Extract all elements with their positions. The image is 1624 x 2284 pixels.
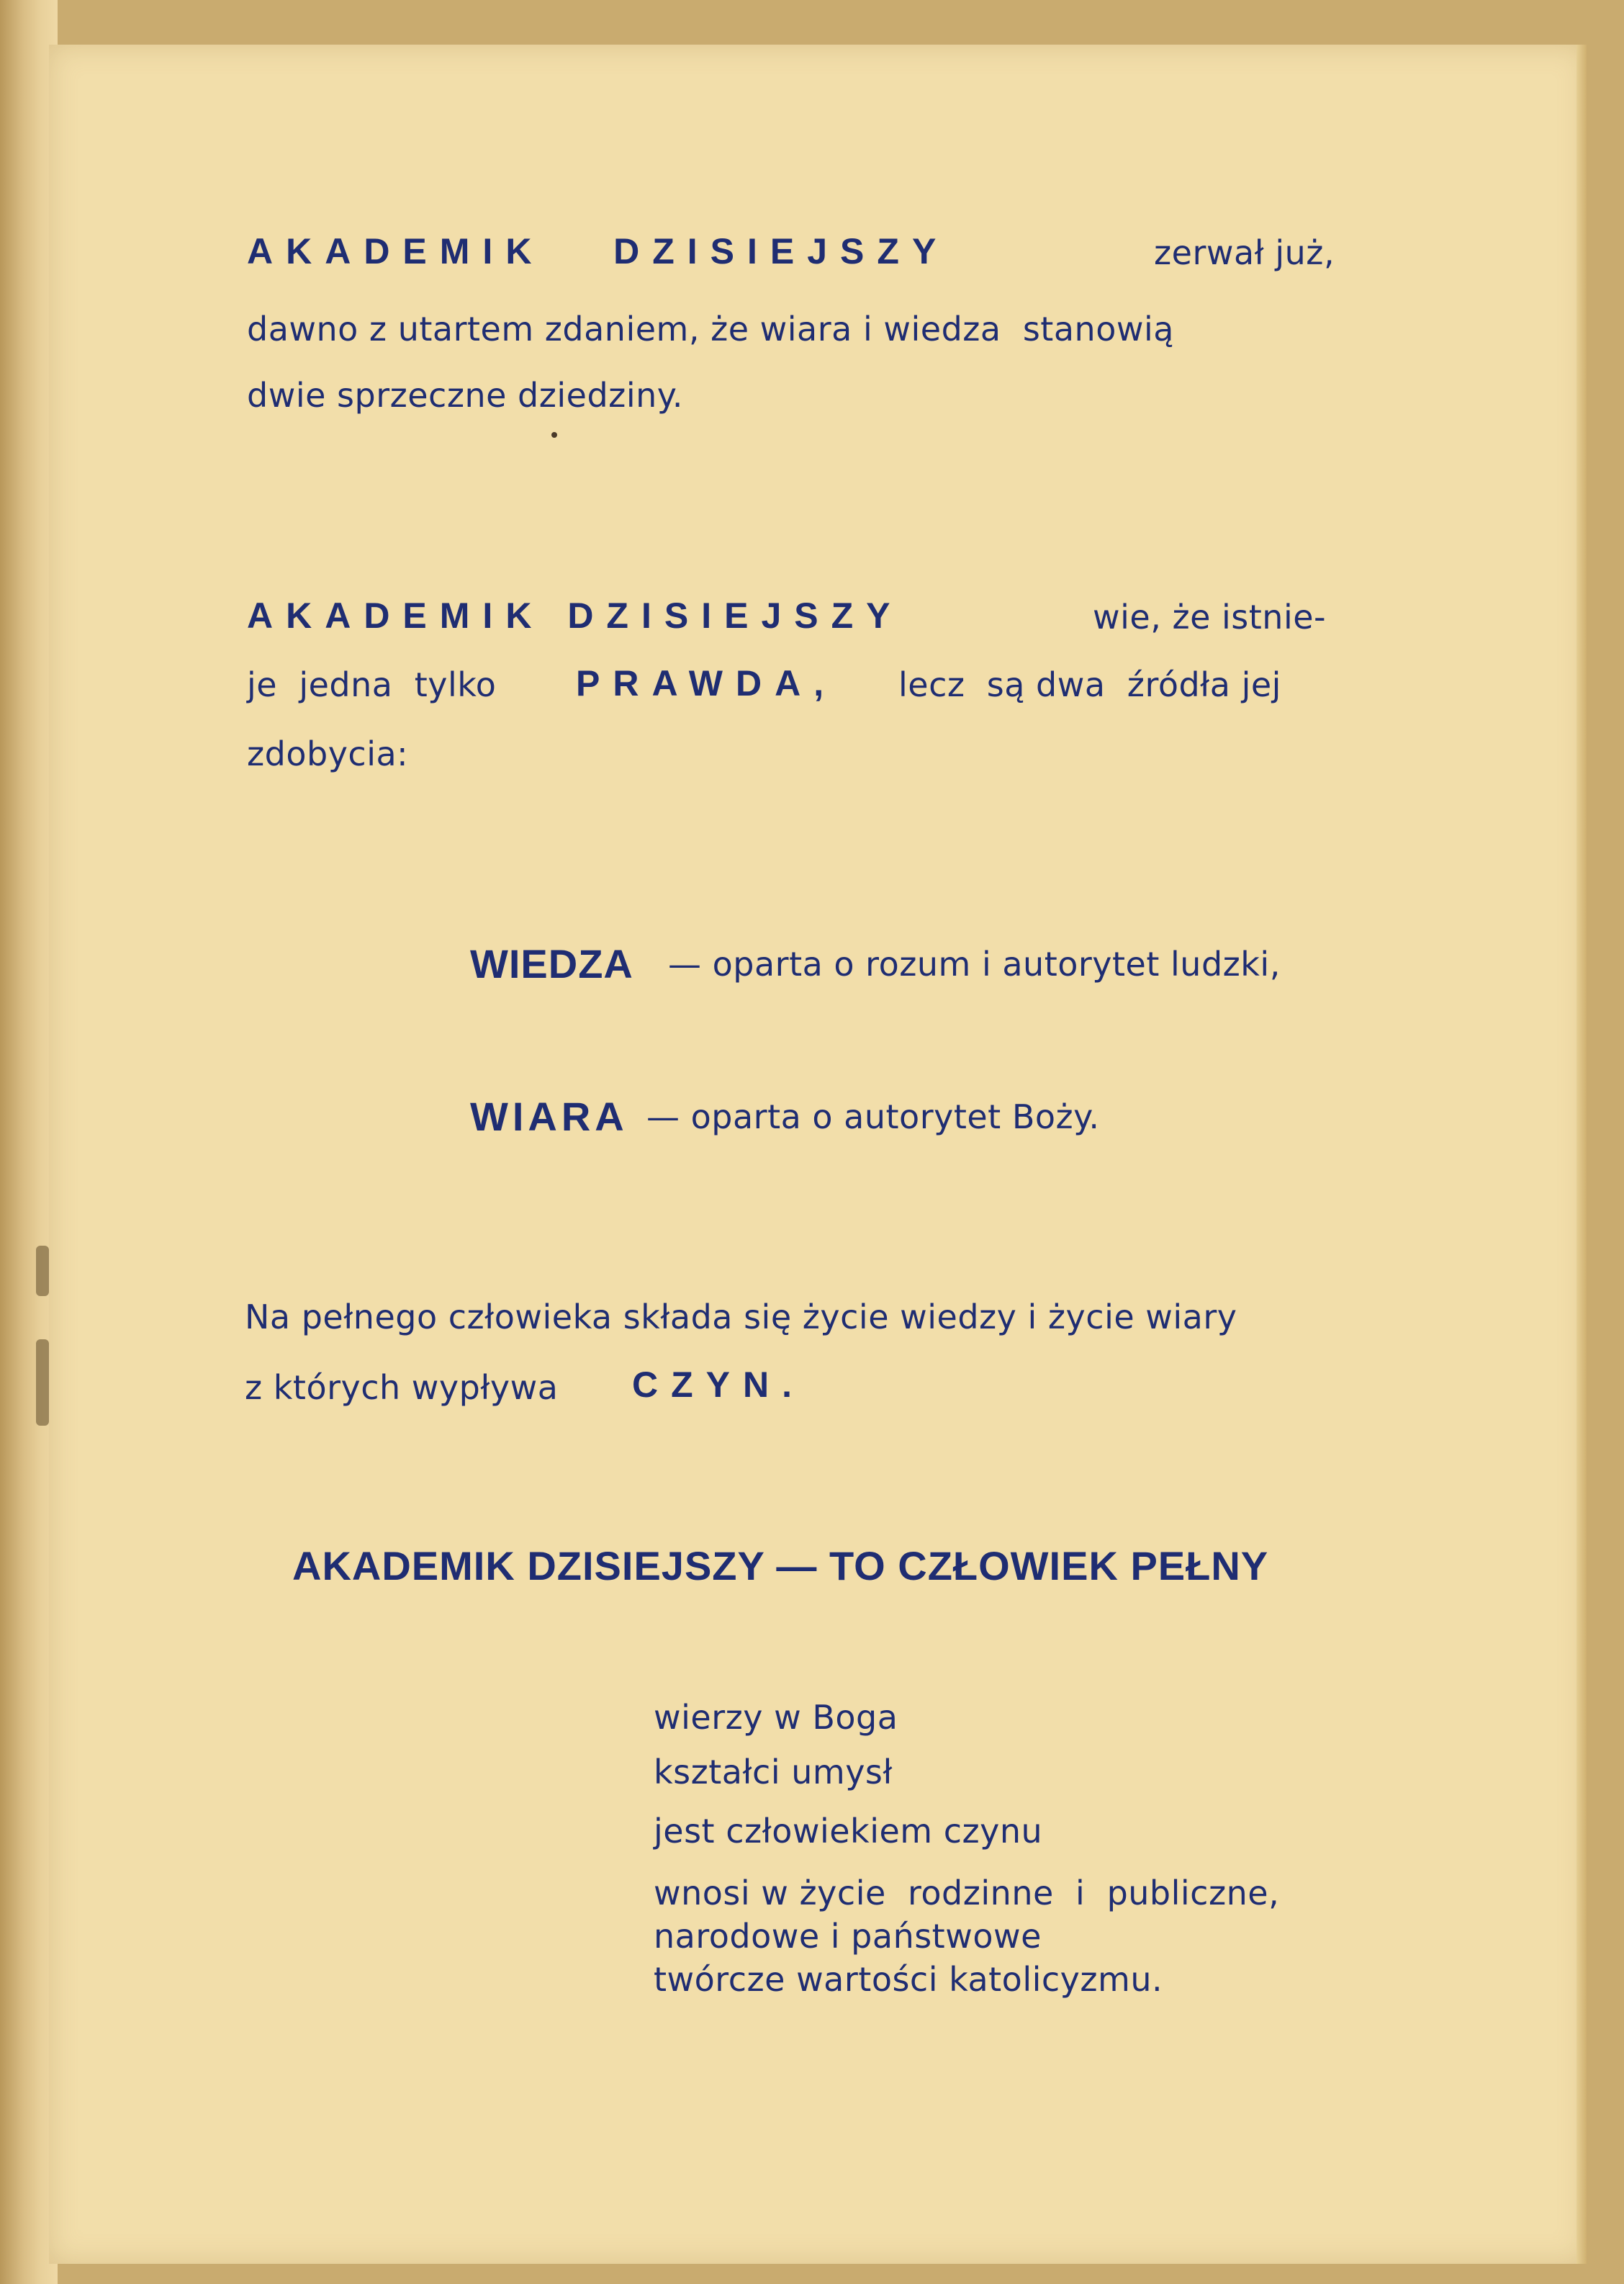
p3-line2-a: z których wypływa: [245, 1368, 559, 1407]
def-wiara: — oparta o autorytet Boży.: [646, 1097, 1100, 1136]
p2-line3: zdobycia:: [247, 734, 409, 773]
list-line-5: narodowe i państwowe: [654, 1917, 1042, 1956]
binding-mark: [36, 1246, 49, 1296]
p3-czyn: CZYN.: [632, 1364, 805, 1405]
p2-line2-a: je jedna tylko: [247, 665, 497, 704]
binding-mark: [36, 1339, 49, 1426]
term-wiara: WIARA: [470, 1094, 628, 1139]
p1-lead: AKADEMIK DZISIEJSZY: [247, 231, 949, 271]
p1-line2: dawno z utartem zdaniem, że wiara i wiedza stanowią: [247, 310, 1174, 349]
term-wiedza: WIEDZA: [470, 941, 633, 986]
p1-line1-rest: zerwał już,: [1154, 233, 1335, 272]
list-line-6: twórcze wartości katolicyzmu.: [654, 1960, 1163, 1999]
p3-line1: Na pełnego człowieka składa się życie wiedzy i życie wiary: [245, 1298, 1237, 1336]
list-line-3: jest człowiekiem czynu: [654, 1812, 1043, 1851]
list-line-1: wierzy w Boga: [654, 1698, 898, 1737]
p2-prawda: PRAWDA,: [576, 663, 837, 703]
list-line-4: wnosi w życie rodzinne i publiczne,: [654, 1874, 1280, 1912]
ink-speck: [551, 432, 557, 438]
p2-line2-c: lecz są dwa źródła jej: [898, 665, 1281, 704]
document-page: [49, 45, 1587, 2264]
page-edge: [1576, 45, 1587, 2264]
p2-line1-rest: wie, że istnie-: [1093, 598, 1327, 637]
list-line-2: kształci umysł: [654, 1753, 893, 1791]
p2-lead: AKADEMIK DZISIEJSZY: [247, 595, 903, 636]
p1-line3: dwie sprzeczne dziedziny.: [247, 376, 684, 415]
main-heading: AKADEMIK DZISIEJSZY — TO CZŁOWIEK PEŁNY: [292, 1543, 1269, 1588]
def-wiedza: — oparta o rozum i autorytet ludzki,: [668, 945, 1281, 984]
